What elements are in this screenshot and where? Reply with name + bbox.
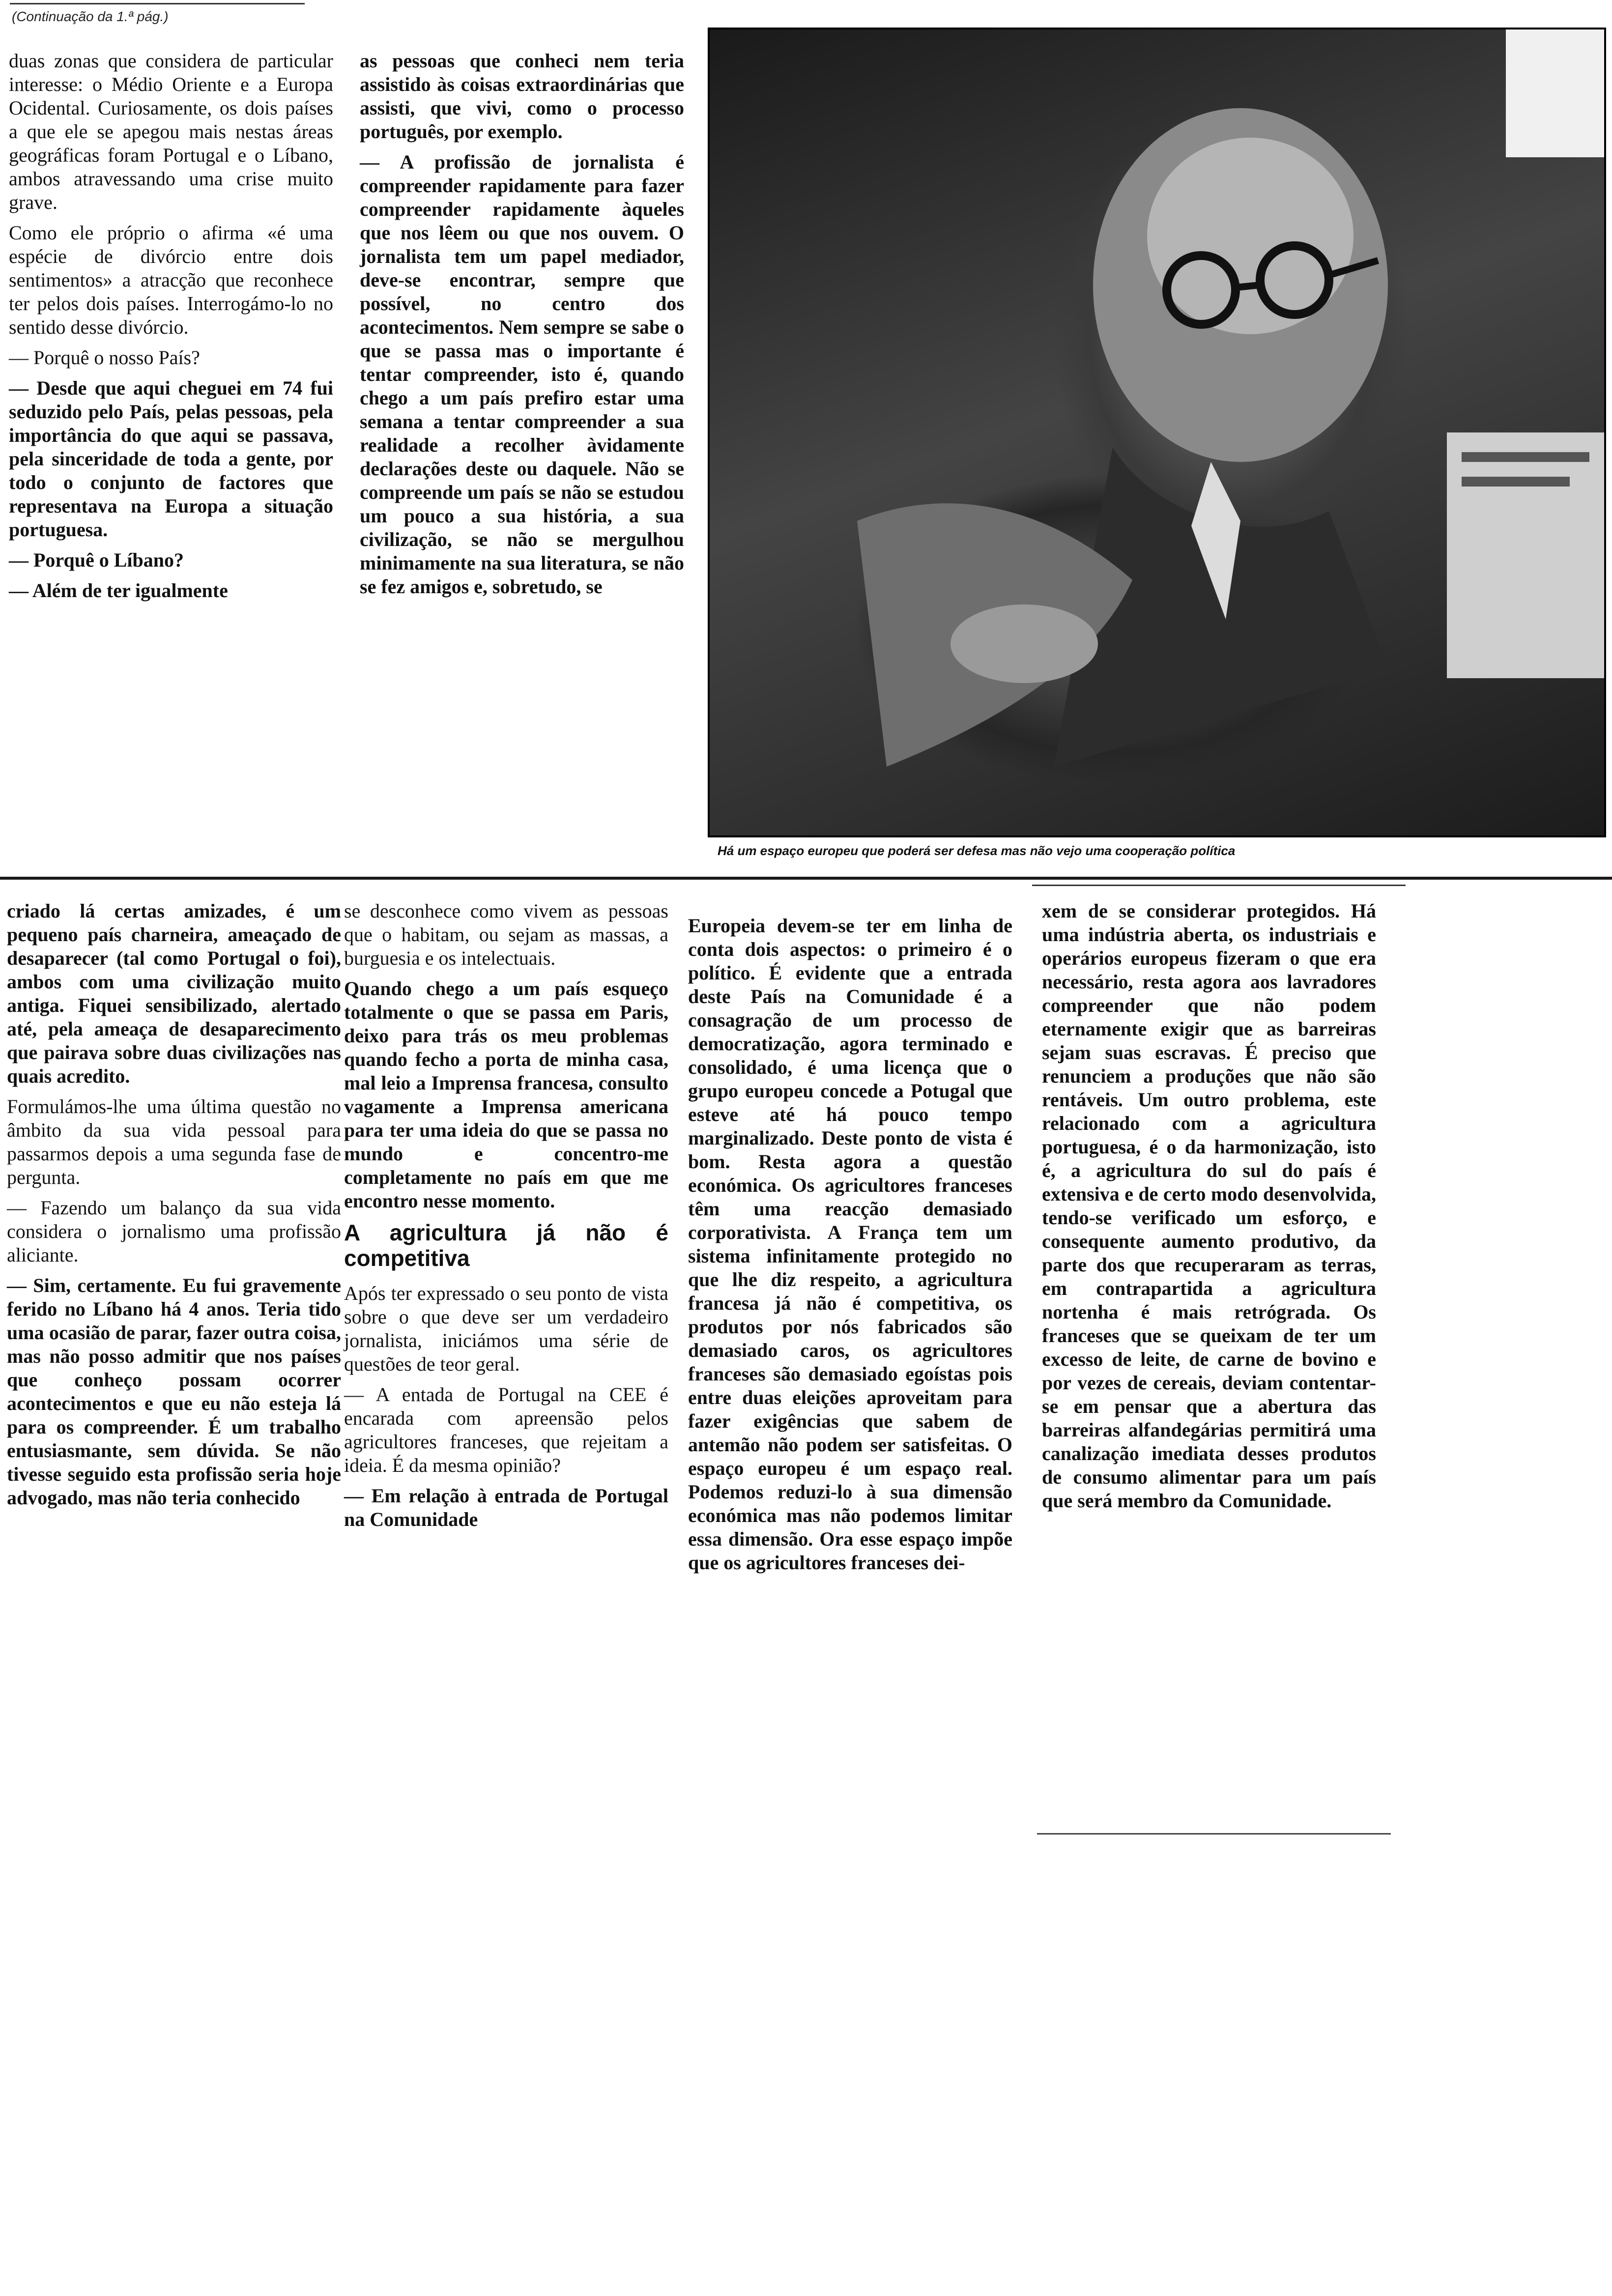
paragraph: — Porquê o nosso País? [9,346,200,369]
portrait-photo [708,28,1606,837]
paragraph: as pessoas que conheci nem teria assistido às coisas extraordinárias que assisti, que vivi, como o processo português, por exemplo. [360,50,684,143]
end-rule [1037,1833,1391,1835]
paragraph: Como ele próprio o afirma «é uma espécie de divórcio entre dois sentimentos» a atracção que reconhece ter pelos dois países. Interrogámo-lo no sentido desse divórcio. [9,222,333,338]
paragraph: duas zonas que considera de particular interesse: o Médio Oriente e a Europa Ocidental. Curiosamente, os dois países a que ele se apegou mais nestas áreas geográficas foram Portugal e o Líbano, ambos atravessando uma crise muito grave. [9,50,333,213]
paragraph: — Em relação à entrada de Portugal na Comunidade [344,1485,668,1530]
paragraph: — Porquê o Líbano? [9,549,184,571]
column-4 [344,899,668,1538]
column-1 [9,49,333,609]
top-rule [10,3,305,4]
portrait-image [710,29,1604,835]
column-top-rule [1032,885,1406,886]
paragraph: Formulámos-lhe uma última questão no âmbito da sua vida pessoal para passarmos depois a uma segunda fase de pergunta. [7,1095,341,1188]
paragraph: — Além de ter igualmente [9,579,228,602]
continuation-note: (Continuação da 1.ª pág.) [12,9,169,24]
section-heading: A agricultura já não é competitiva [344,1220,668,1271]
paragraph: Quando chego a um país esqueço totalmente o que se passa em Paris, deixo para trás os meu problemas quando fecho a porta de minha casa, mal leio a Imprensa francesa, consulto vagamente a Imprensa americana para ter uma ideia do que se passa no mundo e concentro-me completamente no país em que me encontro nesse momento. [344,977,668,1212]
paragraph: se desconhece como vivem as pessoas que o habitam, ou sejam as massas, a burguesia e os intelectuais. [344,900,668,969]
paragraph: Após ter expressado o seu ponto de vista sobre o que deve ser um verdadeiro jornalista, iniciámos uma série de questões de teor geral. [344,1282,668,1375]
column-2 [360,49,684,605]
section-divider [0,877,1612,880]
paragraph: — A entada de Portugal na CEE é encarada com apreensão pelos agricultores franceses, que rejeitam a ideia. É da mesma opinião? [344,1383,668,1476]
column-5 [688,914,1012,1581]
paragraph: Europeia devem-se ter em linha de conta dois aspectos: o primeiro é o político. É evidente que a entrada deste País na Comunidade é a consagração de um processo de democratização, agora terminado e consolidado, é uma licença que o grupo europeu concede a Potugal que esteve até há pouco tempo marginalizado. Deste ponto de vista é bom. Resta agora a questão económica. Os agricultores franceses têm uma reacção demasiado corporativista. A França tem um sistema infinitamente protegido no que lhe diz respeito, a agricultura francesa já não é competitiva, os produtos por nós fabricados são demasiado caros, os agricultores franceses são demasiado egoístas pois entre duas eleições aproveitam para fazer exigências que sabem de antemão não podem ser satisfeitas. O espaço europeu é um espaço real. Podemos reduzi-lo à sua dimensão económica mas não podemos limitar essa dimensão. Ora esse espaço impõe que os agricultores franceses dei- [688,915,1012,1574]
paragraph: — Desde que aqui cheguei em 74 fui seduzido pelo País, pelas pessoas, pela importância do que aqui se passava, pela sinceridade de toda a gente, por todo o conjunto de factores que representava na Europa a situação portuguesa. [9,377,333,541]
photo-caption: Há um espaço europeu que poderá ser defesa mas não vejo uma cooperação política [718,843,1236,858]
paragraph: — A profissão de jornalista é compreender rapidamente para fazer compreender rapidamente àqueles que nos lêem ou que nos ouvem. O jornalista tem um papel mediador, deve-se encontrar, sempre que possível, no centro dos acontecimentos. Nem sempre se sabe o que se passa mas o importante é tentar compreender, isto é, quando chego a um país prefiro estar uma semana a tentar compreender a sua realidade a recolher àvidamente declarações deste ou daquele. Não se compreende um país se não se estudou um pouco a sua história, a sua civilização, se não se mergulhou minimamente na sua literatura, se não se fez amigos e, sobretudo, se [360,151,684,598]
paragraph: — Sim, certamente. Eu fui gravemente ferido no Líbano há 4 anos. Teria tido uma ocasião de parar, fazer outra coisa, mas não posso admitir que nos países que conheço possam ocorrer acontecimentos e que eu não esteja lá para os compreender. É um trabalho entusiasmante, sem dúvida. Se não tivesse seguido esta profissão seria hoje advogado, mas não teria conhecido [7,1274,341,1509]
column-6 [1042,899,1376,1520]
paragraph: criado lá certas amizades, é um pequeno país charneira, ameaçado de desaparecer (tal como Portugal o foi), ambos com uma civilização muito antiga. Fiquei sensibilizado, alertado até, pela ameaça de desaparecimento que pairava sobre duas civilizações nas quais acredito. [7,900,341,1087]
paragraph: — Fazendo um balanço da sua vida considera o jornalismo uma profissão aliciante. [7,1197,341,1266]
paragraph: xem de se considerar protegidos. Há uma indústria aberta, os industriais e operários europeus fizeram o que era necessário, resta agora aos lavradores compreender que não podem eternamente exigir que as barreiras sejam suas escravas. É preciso que renunciem a produções que não são rentáveis. Um outro problema, este relacionado com a agricultura portuguesa, é o da harmonização, isto é, a agricultura do sul do país é extensiva e de certo modo desenvolvida, tendo-se verificado um esforço, e consequente aumento produtivo, da parte dos que recuperaram as terras, em contrapartida a agricultura nortenha é mais retrógrada. Os franceses que se queixam de ter um excesso de leite, de carne de bovino e por vezes de cereais, deviam contentar-se em pensar que a abertura das barreiras alfandegárias permitirá uma canalização imediata desses produtos de consumo alimentar para um país que será membro da Comunidade. [1042,900,1376,1512]
column-3 [7,899,341,1517]
